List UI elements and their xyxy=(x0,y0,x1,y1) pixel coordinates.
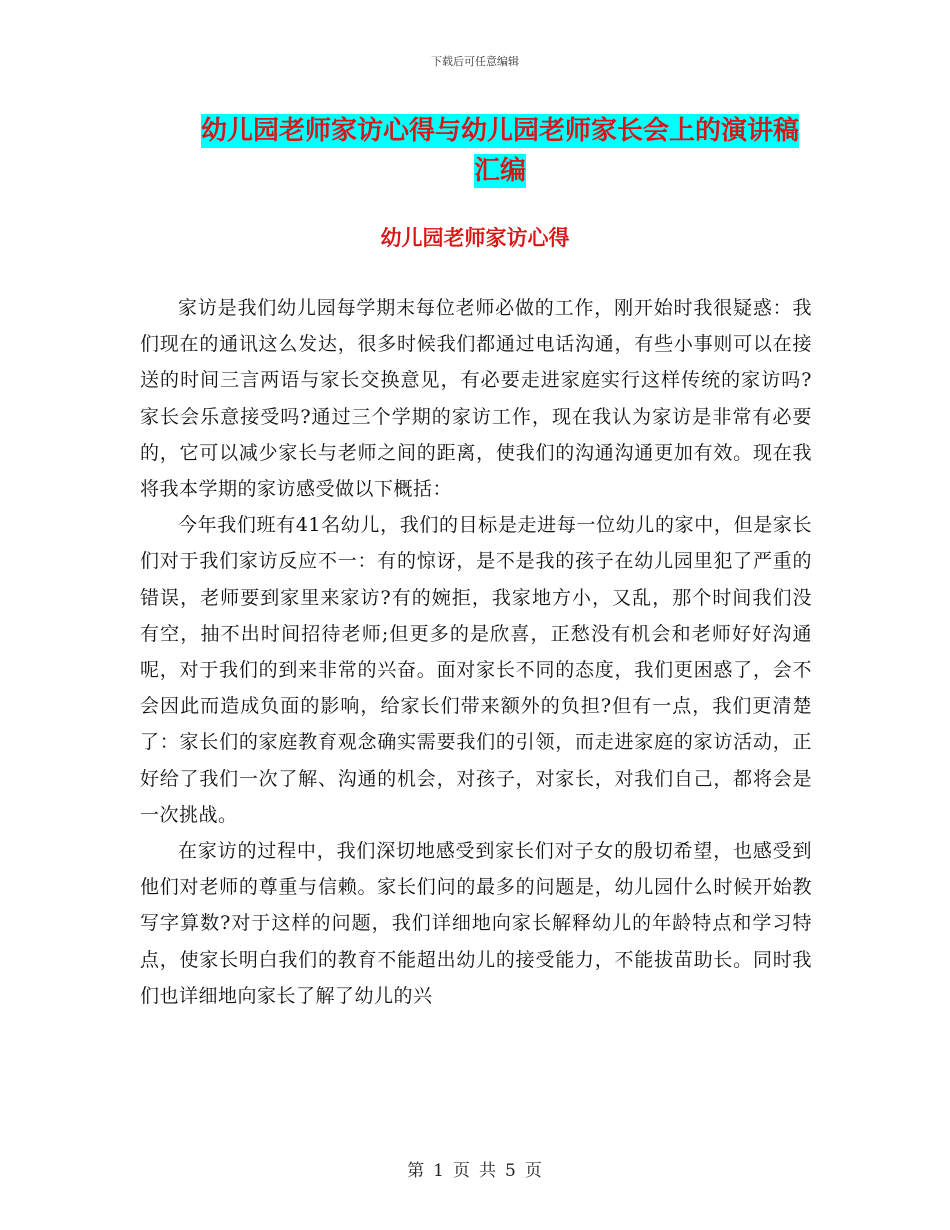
header-note: 下载后可任意编辑 xyxy=(431,55,519,68)
footer-ye2: 页 xyxy=(524,1161,543,1181)
page-footer xyxy=(0,1156,950,1181)
paragraph: 在家访的过程中，我们深切地感受到家长们对子女的殷切希望，也感受到他们对老师的尊重与信赖。家长们问的最多的问题是，幼儿园什么时候开始教写字算数?对于这样的问题，我们详细地向家长解释幼儿的年龄特点和学习特点，使家长明白我们的教育不能超出幼儿的接受能力，不能拔苗助长。同时我们也详细地向家长了解了幼儿的兴 xyxy=(140,840,812,1007)
document-title xyxy=(140,111,860,191)
footer-di: 第 xyxy=(407,1161,426,1181)
document-title-line1: 幼儿园老师家访心得与幼儿园老师家长会上的演讲稿 xyxy=(200,116,799,146)
document-title-line2: 汇编 xyxy=(473,156,526,186)
paragraph: 家访是我们幼儿园每学期末每位老师必做的工作，刚开始时我很疑惑：我们现在的通讯这么发达，很多时候我们都通过电话沟通，有些小事则可以在接送的时间三言两语与家长交换意见，有必要走进家庭实行这样传统的家访吗?家长会乐意接受吗?通过三个学期的家访工作，现在我认为家访是非常有必要的，它可以减少家长与老师之间的距离，使我们的沟通沟通更加有效。现在我将我本学期的家访感受做以下概括： xyxy=(140,297,812,501)
body-text xyxy=(140,290,812,1014)
footer-gong: 共 xyxy=(479,1161,497,1181)
page-total: 5 xyxy=(505,1161,517,1181)
paragraph: 今年我们班有41名幼儿，我们的目标是走进每一位幼儿的家中，但是家长们对于我们家访反应不一：有的惊讶，是不是我的孩子在幼儿园里犯了严重的错误，老师要到家里来家访?有的婉拒，我家地方小，又乱，那个时间我们没有空，抽不出时间招待老师;但更多的是欣喜，正愁没有机会和老师好好沟通呢，对于我们的到来非常的兴奋。面对家长不同的态度，我们更困惑了，会不会因此而造成负面的影响，给家长们带来额外的负担?但有一点，我们更清楚了：家长们的家庭教育观念确实需要我们的引领，而走进家庭的家访活动，正好给了我们一次了解、沟通的机会，对孩子，对家长，对我们自己，都将会是一次挑战。 xyxy=(140,514,812,826)
page-number: 1 xyxy=(433,1161,445,1181)
footer-ye: 页 xyxy=(453,1161,471,1181)
section-title: 幼儿园老师家访心得 xyxy=(380,226,570,250)
